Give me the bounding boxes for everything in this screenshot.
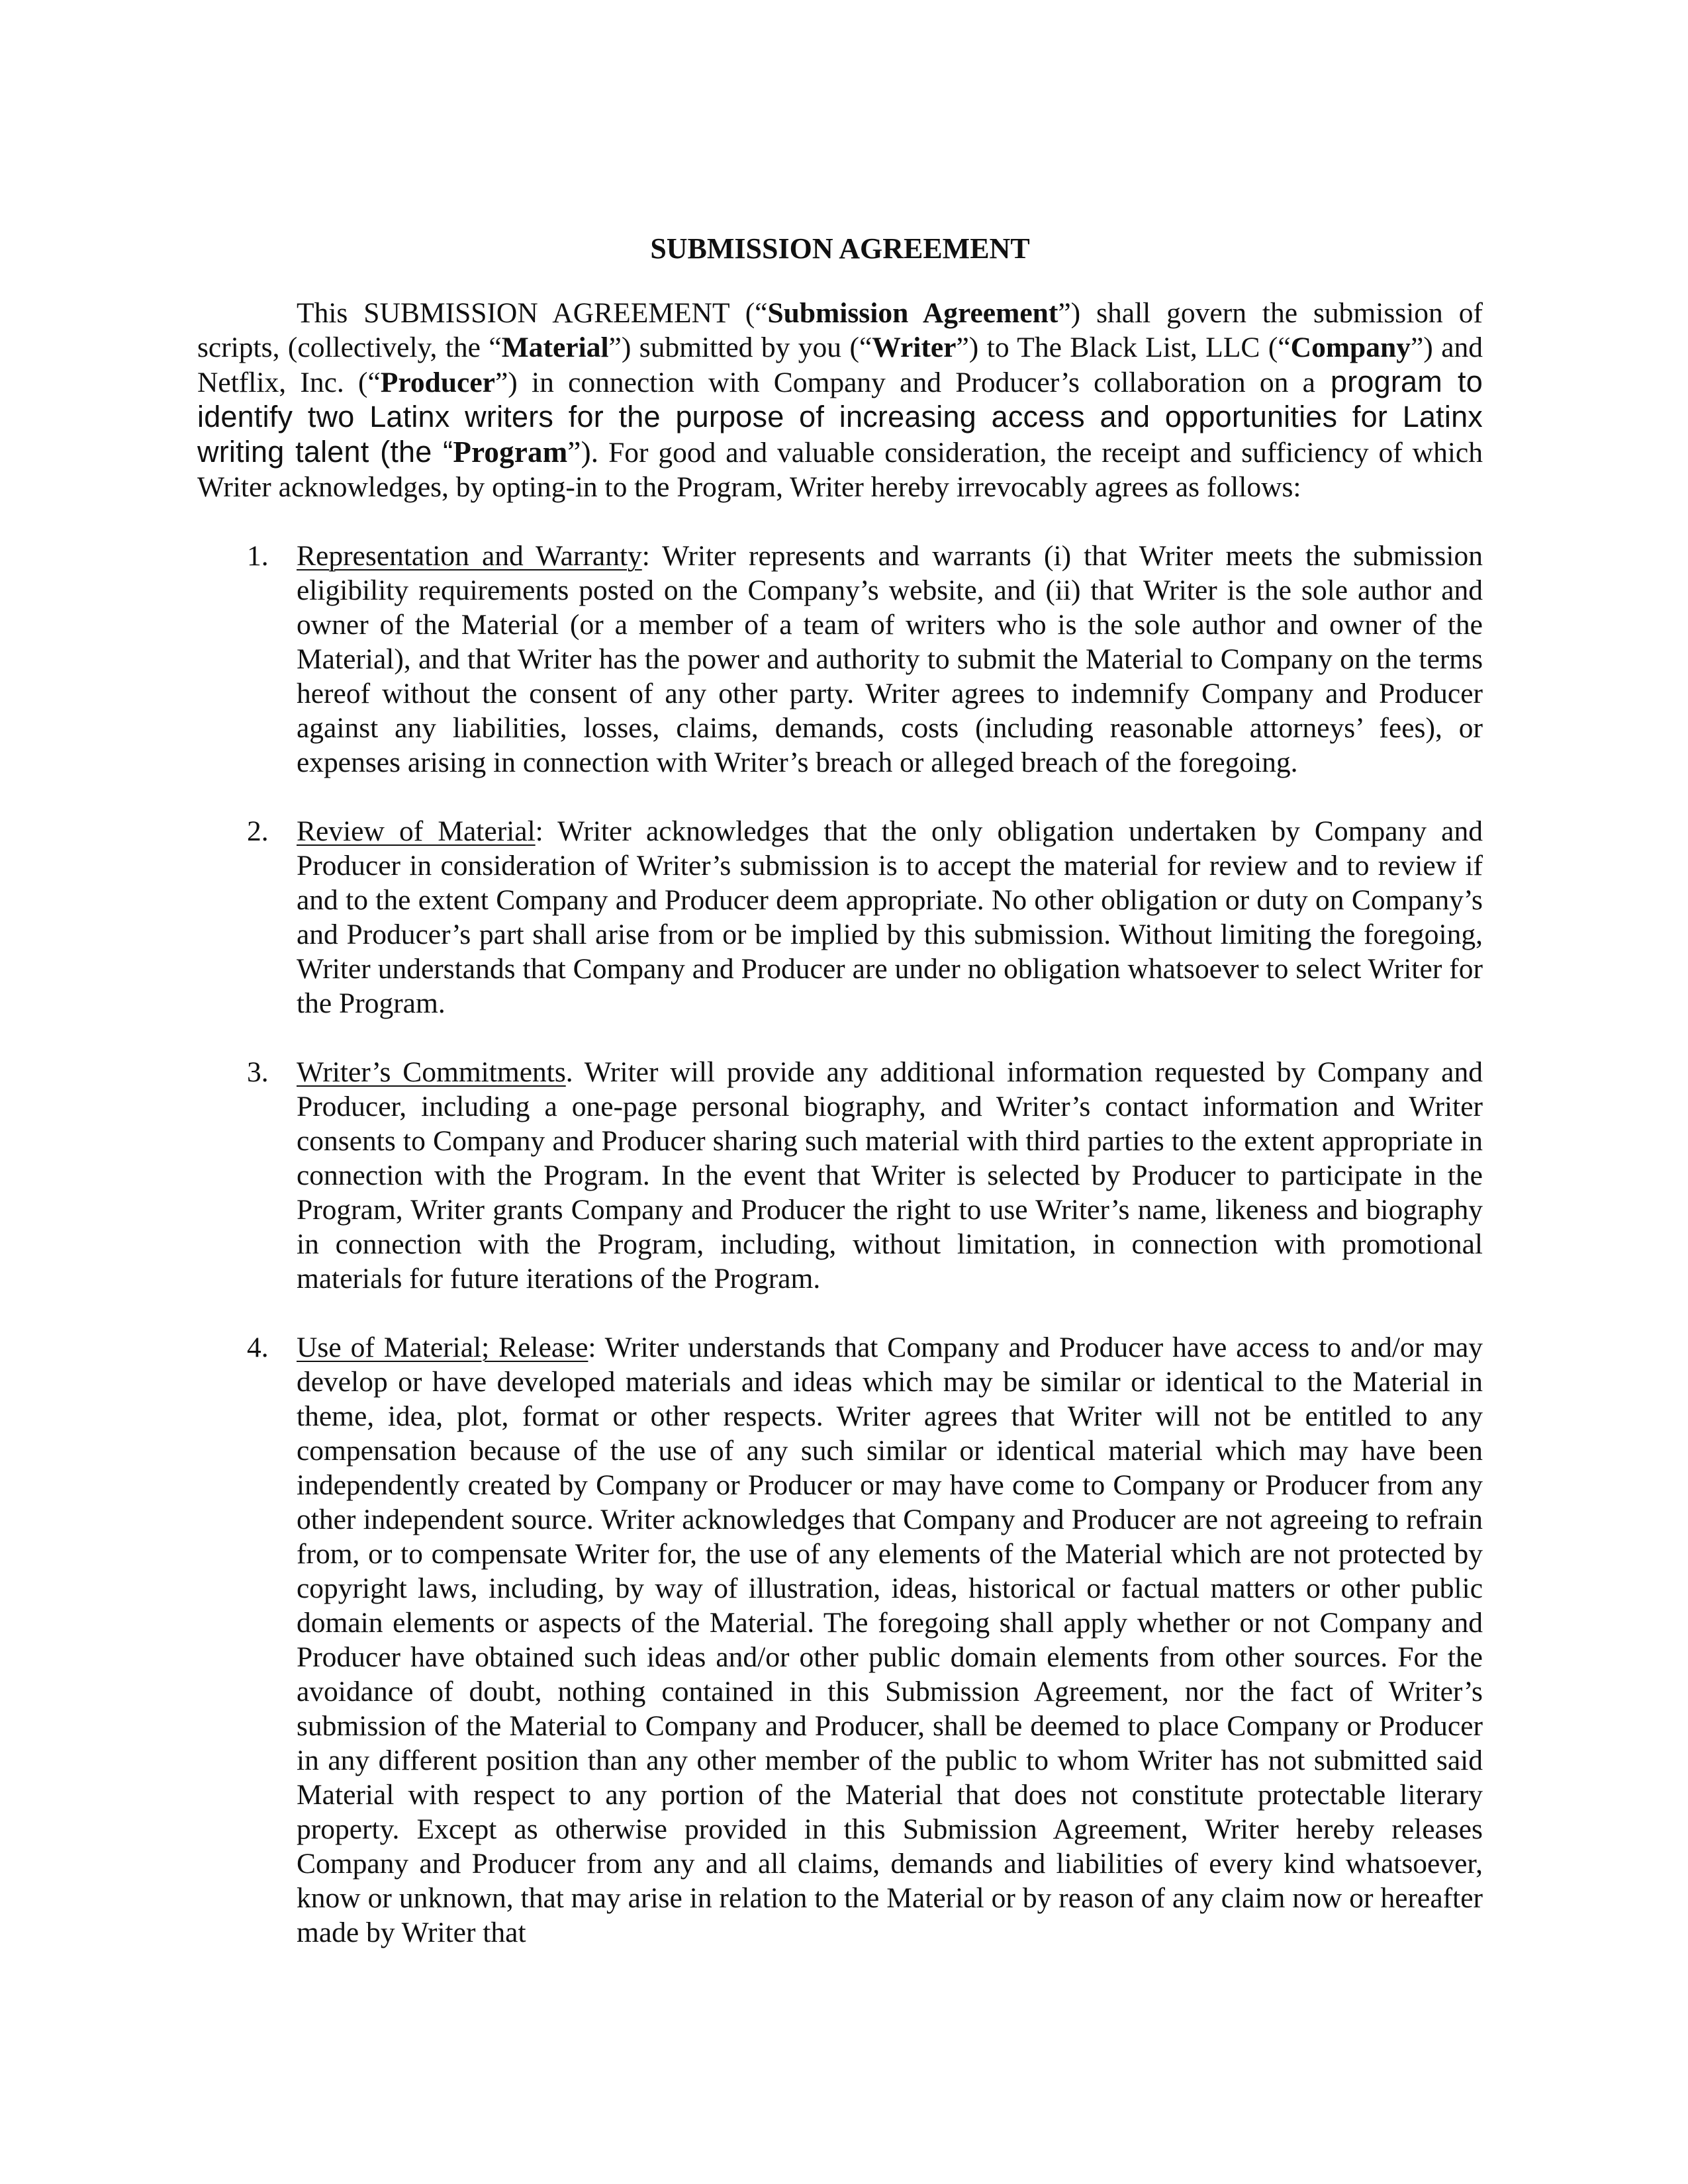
section-number: 1. xyxy=(247,540,269,572)
intro-text: ”) and Netflix, Inc. (“ xyxy=(197,332,1483,398)
intro-text: program to identify two Latinx writers for the purpose of increasing access and opportunities for Latinx writing talent (the “ xyxy=(197,365,1483,469)
section-list xyxy=(197,539,1483,1950)
section-body: : Writer represents and warrants (i) that Writer meets the submission eligibility requirements posted on the Company’s website, and (ii) that Writer is the sole author and owner of the Material (or a member of a team of writers who is the sole author and owner of the Material), and that Writer has the power and authority to submit the Material to Company on the terms hereof without the consent of any other party. Writer agrees to indemnify Company and Producer against any liabilities, losses, claims, demands, costs (including reasonable attorneys’ fees), or expenses arising in connection with Writer’s breach or alleged breach of the foregoing. xyxy=(297,540,1483,778)
intro-text: This SUBMISSION AGREEMENT (“ xyxy=(297,297,768,329)
section-number: 4. xyxy=(247,1332,269,1363)
section-representation-warranty xyxy=(197,539,1483,780)
section-review-of-material xyxy=(197,814,1483,1021)
section-body: : Writer acknowledges that the only obligation undertaken by Company and Producer in consideration of Writer’s submission is to accept the material for review and to review if and to the extent Company and Producer deem appropriate. No other obligation or duty on Company’s and Producer’s part shall arise from or be implied by this submission. Without limiting the foregoing, Writer understands that Company and Producer are under no obligation whatsoever to select Writer for the Program. xyxy=(297,815,1483,1019)
document-page xyxy=(197,218,1483,1984)
section-heading: Writer’s Commitments xyxy=(297,1056,566,1088)
section-number: 2. xyxy=(247,815,269,847)
defined-term-submission-agreement: Submission Agreement xyxy=(767,297,1058,329)
section-heading: Use of Material; Release xyxy=(297,1332,588,1363)
document-title: SUBMISSION AGREEMENT xyxy=(650,232,1030,265)
defined-term-producer: Producer xyxy=(380,367,495,398)
defined-term-material: Material xyxy=(501,332,609,363)
intro-text: ”) to The Black List, LLC (“ xyxy=(956,332,1291,363)
defined-term-program: Program xyxy=(453,435,568,469)
intro-text: ”). xyxy=(567,435,599,469)
defined-term-company: Company xyxy=(1290,332,1411,363)
intro-text: For good and valuable consideration, the receipt and sufficiency of which Writer acknowledges, by opting-in to the Program, Writer hereby irrevocably agrees as follows: xyxy=(197,437,1483,503)
intro-text: ”) in connection with Company and Producer’s collaboration on a xyxy=(494,367,1315,398)
defined-term-writer: Writer xyxy=(872,332,957,363)
intro-text: ”) submitted by you (“ xyxy=(608,332,872,363)
section-body: : Writer understands that Company and Producer have access to and/or may develop or have developed materials and ideas which may be similar or identical to the Material in theme, idea, plot, format or other respects. Writer agrees that Writer will not be entitled to any compensation because of the use of any such similar or identical material which may have been independently created by Company or Producer or may have come to Company or Producer from any other independent source. Writer acknowledges that Company and Producer are not agreeing to refrain from, or to compensate Writer for, the use of any elements of the Material which are not protected by copyright laws, including, by way of illustration, ideas, historical or factual matters or other public domain elements or aspects of the Material. The foregoing shall apply whether or not Company and Producer have obtained such ideas and/or other public domain elements from other sources. For the avoidance of doubt, nothing contained in this Submission Agreement, nor the fact of Writer’s submission of the Material to Company and Producer, shall be deemed to place Company or Producer in any different position than any other member of the public to whom Writer has not submitted said Material with respect to any portion of the Material that does not constitute protectable literary property. Except as otherwise provided in this Submission Agreement, Writer hereby releases Company and Producer from any and all claims, demands and liabilities of every kind whatsoever, know or unknown, that may arise in relation to the Material or by reason of any claim now or hereafter made by Writer that xyxy=(297,1332,1483,1948)
section-number: 3. xyxy=(247,1056,269,1088)
intro-paragraph xyxy=(197,296,1483,504)
section-heading: Representation and Warranty xyxy=(297,540,642,572)
section-heading: Review of Material xyxy=(297,815,536,847)
section-writers-commitments xyxy=(197,1055,1483,1296)
intro-text: ”) shall govern the submission of scripts, (collectively, the “ xyxy=(197,297,1483,363)
section-use-of-material-release xyxy=(197,1330,1483,1950)
section-body: . Writer will provide any additional information requested by Company and Producer, including a one-page personal biography, and Writer’s contact information and Writer consents to Company and Producer sharing such material with third parties to the extent appropriate in connection with the Program. In the event that Writer is selected by Producer to participate in the Program, Writer grants Company and Producer the right to use Writer’s name, likeness and biography in connection with the Program, including, without limitation, in connection with promotional materials for future iterations of the Program. xyxy=(297,1056,1483,1295)
